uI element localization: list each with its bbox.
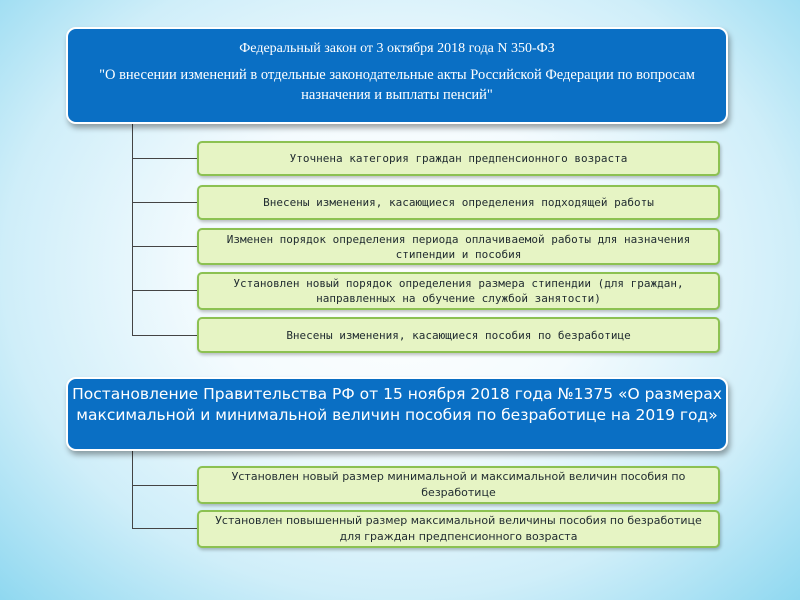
law-item-1: Уточнена категория граждан предпенсионного возраста (197, 141, 720, 176)
law-connector-1 (132, 158, 197, 159)
resolution-box (66, 377, 728, 451)
resolution-item-1: Установлен новый размер минимальной и максимальной величин пособия по безработице (197, 466, 720, 504)
federal-law-box (66, 27, 728, 124)
resolution-title: Постановление Правительства РФ от 15 ноября 2018 года №1375 «О размерах максимальной и минимальной величин пособия по безработице на 2019 год» (72, 385, 722, 424)
law-connector-5 (132, 335, 197, 336)
law-connector-4 (132, 290, 197, 291)
federal-law-subtitle: "О внесении изменений в отдельные законодательные акты Российской Федерации по вопросам назначения и выплаты пенсий" (99, 67, 695, 103)
law-connector-3 (132, 246, 197, 247)
resolution-connector-2 (132, 528, 197, 529)
resolution-connector-1 (132, 485, 197, 486)
resolution-item-2: Установлен повышенный размер максимальной величины пособия по безработице для граждан предпенсионного возраста (197, 510, 720, 548)
law-item-5: Внесены изменения, касающиеся пособия по безработице (197, 317, 720, 353)
law-connector-trunk (132, 124, 133, 336)
law-item-3: Изменен порядок определения периода оплачиваемой работы для назначения стипендии и пособия (197, 228, 720, 265)
resolution-connector-trunk (132, 451, 133, 529)
federal-law-title: Федеральный закон от 3 октября 2018 года N 350-ФЗ (239, 41, 555, 56)
law-connector-2 (132, 202, 197, 203)
law-item-2: Внесены изменения, касающиеся определения подходящей работы (197, 185, 720, 220)
law-item-4: Установлен новый порядок определения размера стипендии (для граждан, направленных на обучение службой занятости) (197, 272, 720, 310)
